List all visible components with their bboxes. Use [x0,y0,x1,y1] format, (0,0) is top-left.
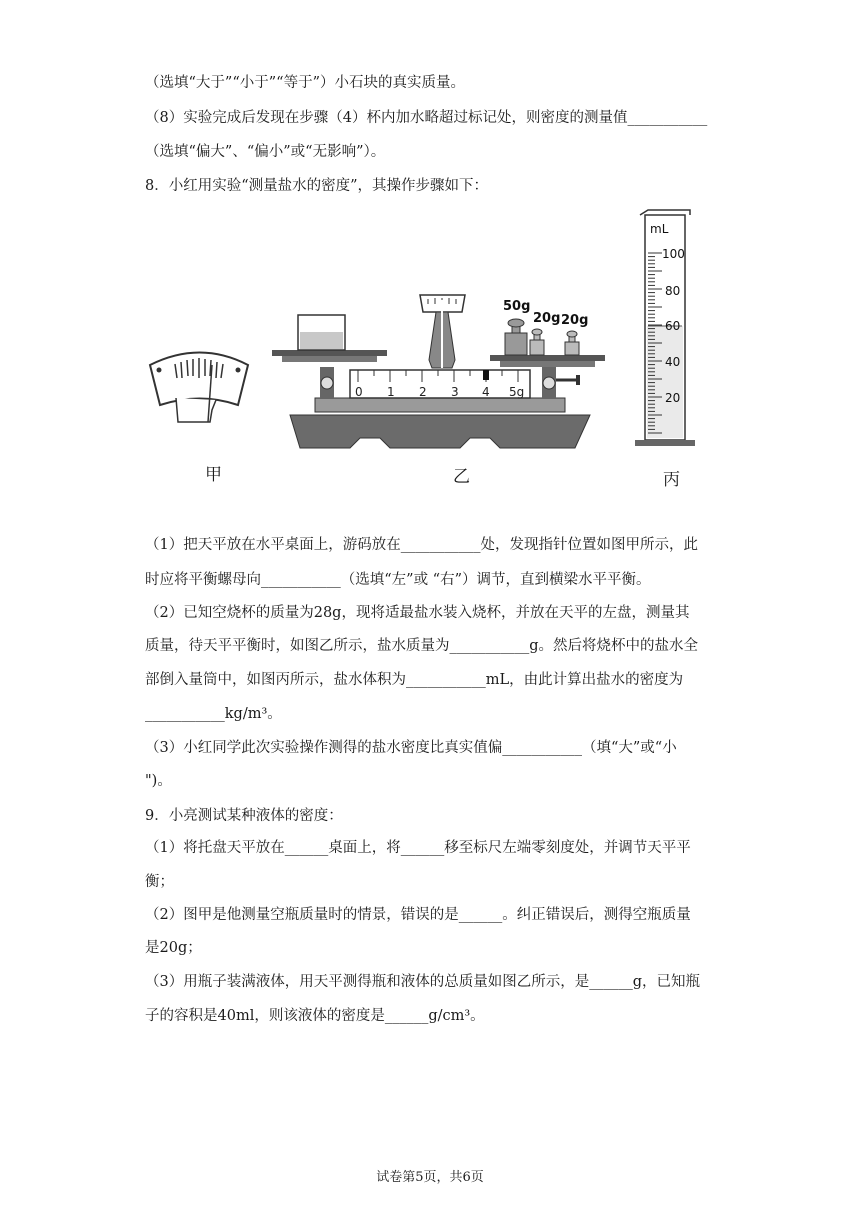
weight-20g [530,329,544,355]
cylinder-tick-label: 100 [662,247,685,261]
cylinder-unit: mL [650,222,669,236]
figure-label-bing: 丙 [663,470,680,490]
text-line: （1）把天平放在水平桌面上，游码放在___________处，发现指针位置如图甲所示，此 [145,537,698,553]
text-line: 质量，待天平平衡时，如图乙所示，盐水质量为___________g。然后将烧杯中的盐水全 [145,638,699,654]
weight-20g [565,331,579,355]
weight-50g [505,319,527,355]
text-line: （2）已知空烧杯的质量为28g，现将适最盐水装入烧杯，并放在天平的左盘，测量其 [145,605,690,621]
cylinder-tick-label: 80 [665,284,681,298]
figure-label-jia: 甲 [205,465,222,485]
text-line: （2）图甲是他测量空瓶质量时的情景，错误的是______。纠正错误后，测得空瓶质量 [145,907,691,923]
text-line: 9．小亮测试某种液体的密度： [145,808,343,824]
text-line: ")。 [145,773,172,789]
cylinder-bing [635,210,695,446]
text-line: 时应将平衡螺母向___________（选填“左”或 “右”）调节，直到横梁水平平衡。 [145,572,651,588]
cylinder-tick-label: 60 [665,319,681,333]
dial-jia [150,353,248,423]
figure-label-yi: 乙 [453,467,470,487]
ruler-tick-label: 5g [509,385,525,399]
cylinder-tick-label: 20 [665,391,681,405]
text-line: （选填“大于”“小于”“等于”）小石块的真实质量。 [145,75,465,91]
ruler-tick-label: 4 [482,385,490,399]
ruler-tick-label: 3 [451,385,459,399]
text-line: 8．小红用实验“测量盐水的密度”，其操作步骤如下： [145,178,489,194]
weight-label: 50g [503,299,531,314]
ruler-tick-label: 2 [419,385,427,399]
text-line: （8）实验完成后发现在步骤（4）杯内加水略超过标记处，则密度的测量值___________ [145,110,708,126]
text-line: （3）小红同学此次实验操作测得的盐水密度比真实值偏___________（填“大”或“小 [145,740,677,756]
text-line: 衡； [145,874,174,890]
balance-yi [272,295,605,448]
cylinder-tick-label: 40 [665,355,681,369]
weight-label: 20g [561,313,589,328]
text-line: 部倒入量筒中，如图丙所示，盐水体积为___________mL，由此计算出盐水的密度为 [145,672,684,688]
text-line: 子的容积是40ml，则该液体的密度是______g/cm³。 [145,1008,485,1024]
ruler-tick-label: 0 [355,385,363,399]
text-line: （3）用瓶子装满液体，用天平测得瓶和液体的总质量如图乙所示，是______g，已知瓶 [145,974,701,990]
ruler-tick-label: 1 [387,385,395,399]
weight-label: 20g [533,311,561,326]
text-line: 是20g； [145,940,202,956]
page-footer: 试卷第5页，共6页 [376,1170,484,1185]
text-line: ___________kg/m³。 [145,706,282,722]
balance-figure [0,200,860,520]
text-line: （选填“偏大”、“偏小”或“无影响”）。 [145,144,386,160]
text-line: （1）将托盘天平放在______桌面上，将______移至标尺左端零刻度处，并调节天平平 [145,840,691,856]
